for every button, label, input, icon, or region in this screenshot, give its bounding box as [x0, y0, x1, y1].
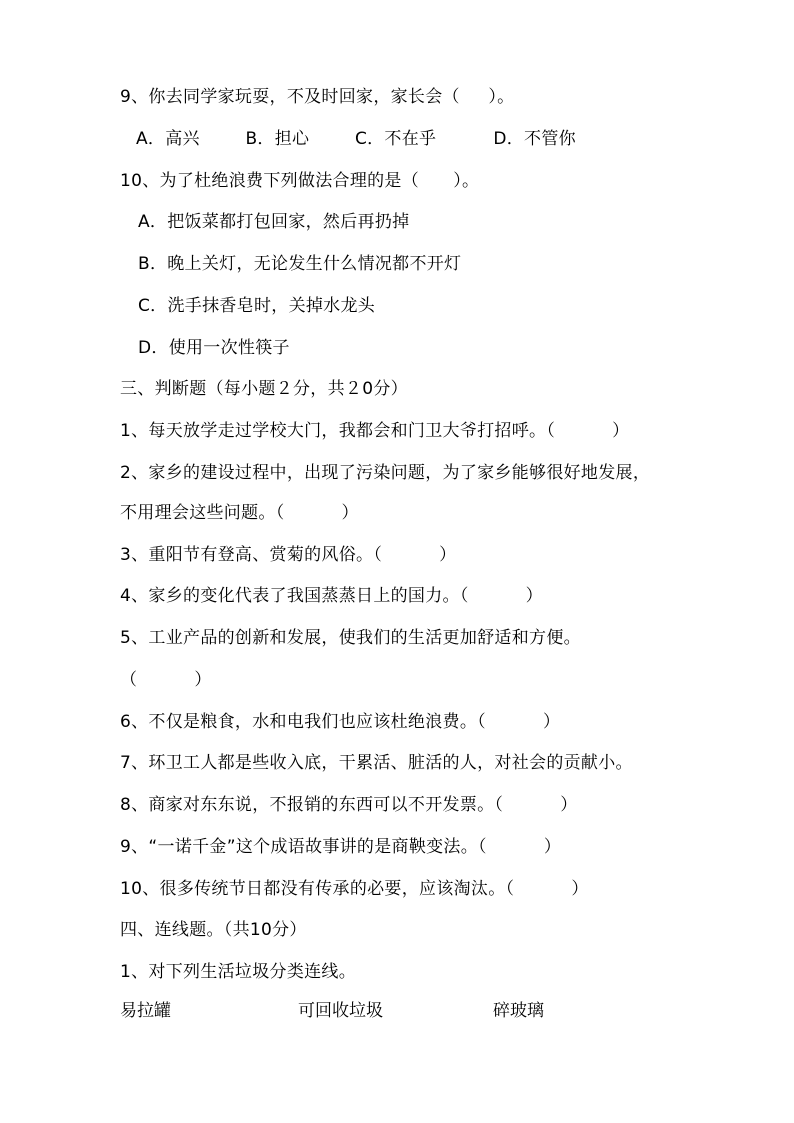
judge-question-3: 3、重阳节有登高、赏菊的风俗。（ ） [120, 545, 457, 565]
judge-question-8: 8、商家对东东说，不报销的东西可以不开发票。（ ） [120, 795, 578, 815]
judge-question-2-continued: 不用理会这些问题。（ ） [120, 503, 359, 523]
match-item-left: 易拉罐 [120, 1001, 171, 1021]
section-4-heading: 四、连线题。（共10分） [120, 920, 307, 940]
judge-question-4: 4、家乡的变化代表了我国蒸蒸日上的国力。（ ） [120, 586, 543, 606]
judge-question-5-answer-blank: （ ） [120, 670, 212, 690]
question-10-choice: 10、为了杜绝浪费下列做法合理的是（ ）。 [120, 171, 480, 191]
question-10-option-a: A．把饭菜都打包回家，然后再扔掉 [138, 212, 410, 232]
judge-question-1: 1、每天放学走过学校大门，我都会和门卫大爷打招呼。（ ） [120, 421, 630, 441]
match-item-right: 碎玻璃 [493, 1001, 544, 1021]
match-item-middle: 可回收垃圾 [298, 1001, 383, 1021]
match-question-1: 1、对下列生活垃圾分类连线。 [120, 962, 357, 982]
judge-question-6: 6、不仅是粮食，水和电我们也应该杜绝浪费。（ ） [120, 712, 561, 732]
question-10-option-c: C．洗手抹香皂时，关掉水龙头 [138, 296, 376, 316]
judge-question-5: 5、工业产品的创新和发展，使我们的生活更加舒适和方便。 [120, 628, 581, 648]
judge-question-9: 9、“一诺千金”这个成语故事讲的是商鞅变法。（ ） [120, 837, 562, 857]
question-10-option-d: D．使用一次性筷子 [138, 338, 290, 358]
judge-question-2: 2、家乡的建设过程中，出现了污染问题，为了家乡能够很好地发展， [120, 463, 651, 483]
question-10-option-b: B．晚上关灯，无论发生什么情况都不开灯 [138, 254, 462, 274]
question-9-choice: 9、你去同学家玩耍，不及时回家，家长会（ ）。 [120, 87, 515, 107]
section-3-heading: 三、判断题（每小题２分，共２0分） [120, 379, 408, 399]
judge-question-7: 7、环卫工人都是些收入底，干累活、脏活的人，对社会的贡献小。 [120, 753, 633, 773]
question-9-options: A．高兴 B．担心 C．不在乎 D．不管你 [136, 129, 576, 149]
judge-question-10: 10、很多传统节日都没有传承的必要，应该淘汰。（ ） [120, 879, 589, 899]
